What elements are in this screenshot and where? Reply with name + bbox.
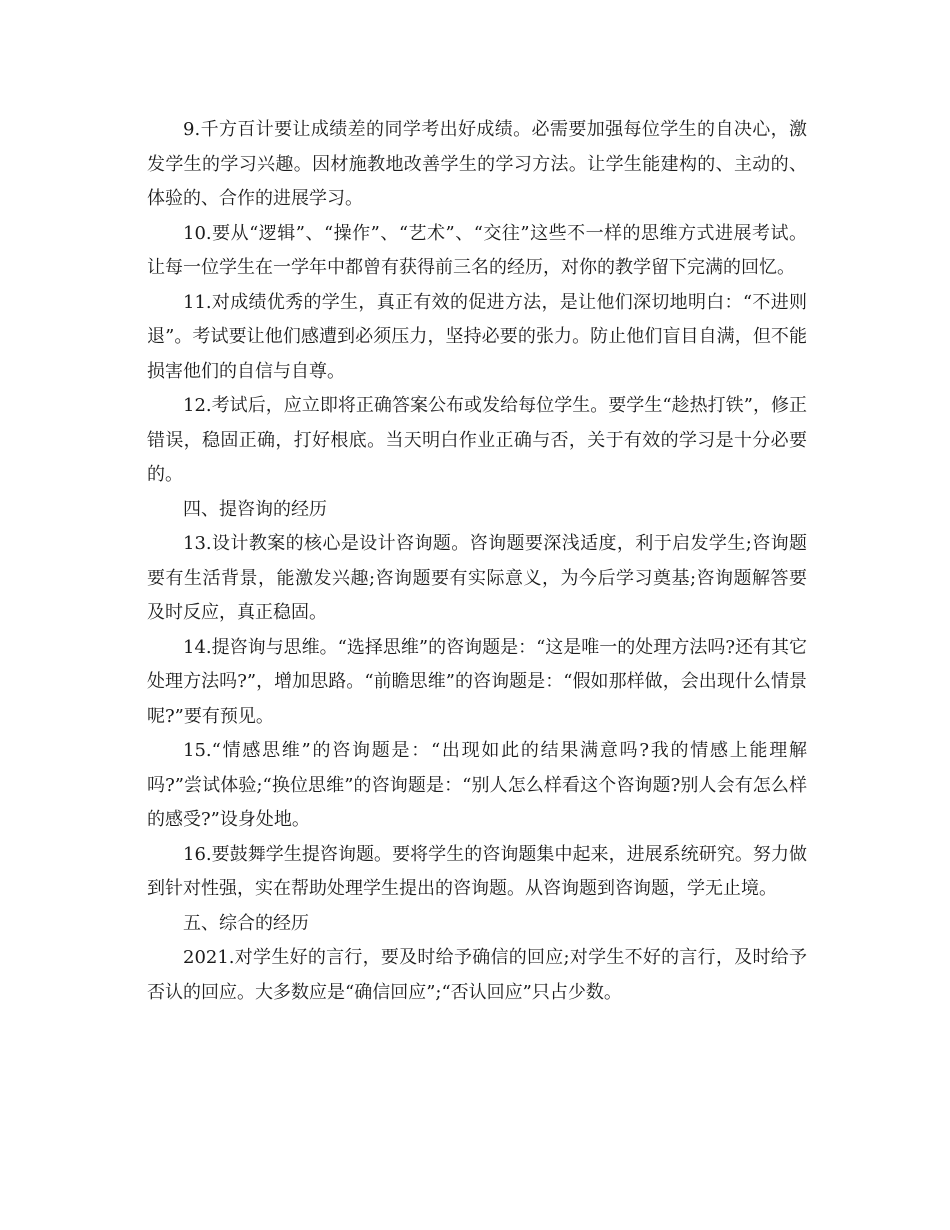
paragraph-12: 12.考试后，应立即将正确答案公布或发给每位学生。要学生“趁热打铁”，修正错误，稳固正确，打好根底。当天明白作业正确与否，关于有效的学习是十分必要的。 [147,395,807,485]
section-heading-4: 四、提咨询的经历 [183,498,327,520]
paragraph-16: 16.要鼓舞学生提咨询题。要将学生的咨询题集中起来，进展系统研究。努力做到针对性强，实在帮助处理学生提出的咨询题。从咨询题到咨询题，学无止境。 [147,843,807,899]
paragraph-9: 9.千方百计要让成绩差的同学考出好成绩。必需要加强每位学生的自决心，激发学生的学习兴趣。因材施教地改善学生的学习方法。让学生能建构的、主动的、体验的、合作的进展学习。 [147,119,807,209]
section-heading-5: 五、综合的经历 [183,912,309,934]
document-body [147,113,807,1010]
paragraph-11: 11.对成绩优秀的学生，真正有效的促进方法，是让他们深切地明白：“不进则退”。考试要让他们感遭到必须压力，坚持必要的张力。防止他们盲目自满，但不能损害他们的自信与自尊。 [147,291,807,382]
paragraph-15: 15.“情感思维”的咨询题是：“出现如此的结果满意吗?我的情感上能理解吗?”尝试体验;“换位思维”的咨询题是：“别人怎么样看这个咨询题?别人会有怎么样的感受?”设身处地。 [147,740,807,830]
paragraph-14: 14.提咨询与思维。“选择思维”的咨询题是：“这是唯一的处理方法吗?还有其它处理方法吗?”，增加思路。“前瞻思维”的咨询题是：“假如那样做，会出现什么情景呢?”要有预见。 [147,636,807,727]
paragraph-13: 13.设计教案的核心是设计咨询题。咨询题要深浅适度，利于启发学生;咨询题要有生活背景，能激发兴趣;咨询题要有实际意义，为今后学习奠基;咨询题解答要及时反应，真正稳固。 [147,533,807,623]
paragraph-10: 10.要从“逻辑”、“操作”、“艺术”、“交往”这些不一样的思维方式进展考试。让每一位学生在一学年中都曾有获得前三名的经历，对你的教学留下完满的回忆。 [147,222,807,278]
paragraph-2021: 2021.对学生好的言行，要及时给予确信的回应;对学生不好的言行，及时给予否认的回应。大多数应是“确信回应”;“否认回应”只占少数。 [147,947,807,1003]
